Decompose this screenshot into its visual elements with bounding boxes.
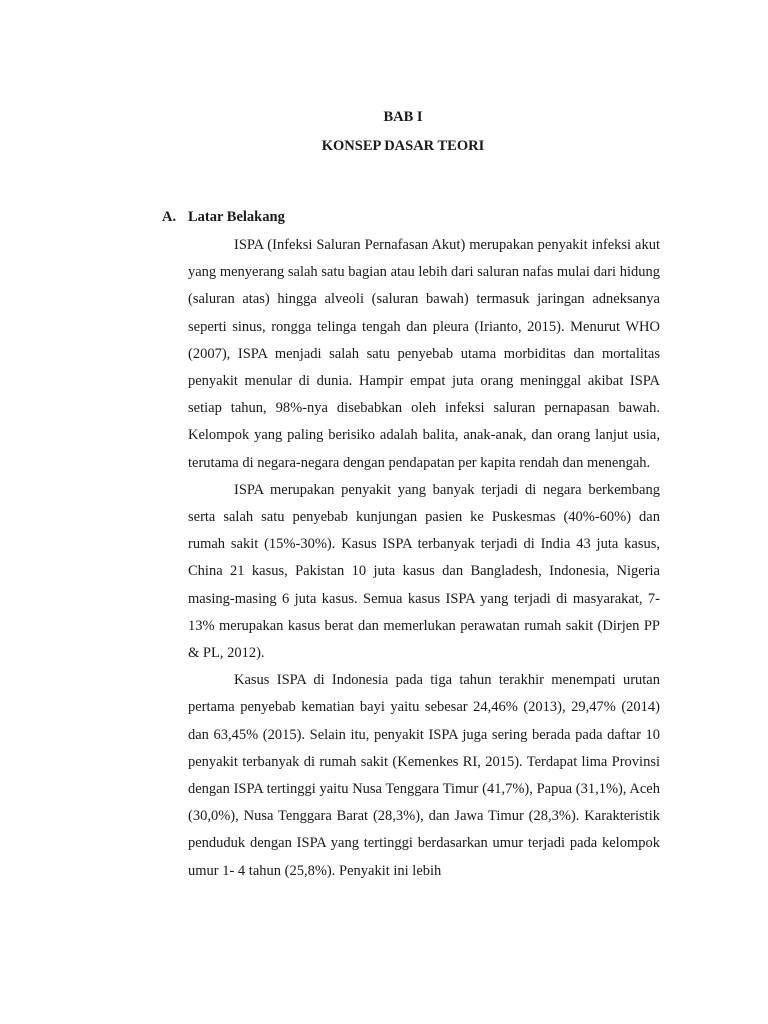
paragraph: ISPA (Infeksi Saluran Pernafasan Akut) merupakan penyakit infeksi akut yang menyerang salah satu bagian atau lebih dari saluran nafas mulai dari hidung (saluran atas) hingga alveoli (saluran bawah) termasuk jaringan adneksanya seperti sinus, rongga telinga tengah dan pleura (Irianto, 2015). Menurut WHO (2007), ISPA menjadi salah satu penyebab utama morbiditas dan mortalitas penyakit menular di dunia. Hampir empat juta orang meninggal akibat ISPA setiap tahun, 98%-nya disebabkan oleh infeksi saluran pernapasan bawah. Kelompok yang paling berisiko adalah balita, anak-anak, dan orang lanjut usia, terutama di negara-negara dengan pendapatan per kapita rendah dan menengah. (188, 237, 660, 471)
section-title: Latar Belakang (188, 209, 285, 225)
paragraph: Kasus ISPA di Indonesia pada tiga tahun terakhir menempati urutan pertama penyebab kematian bayi yaitu sebesar 24,46% (2013), 29,47% (2014) dan 63,45% (2015). Selain itu, penyakit ISPA juga sering berada pada daftar 10 penyakit terbanyak di rumah sakit (Kemenkes RI, 2015). Terdapat lima Provinsi dengan ISPA tertinggi yaitu Nusa Tenggara Timur (41,7%), Papua (31,1%), Aceh (30,0%), Nusa Tenggara Barat (28,3%), dan Jawa Timur (28,3%). Karakteristik penduduk dengan ISPA yang tertinggi berdasarkan umur terjadi pada kelompok umur 1- 4 tahun (25,8%). Penyakit ini lebih (188, 672, 660, 879)
chapter-number: BAB I (383, 109, 423, 125)
section-heading (162, 208, 285, 226)
chapter-title: KONSEP DASAR TEORI (321, 138, 485, 154)
body-text (188, 232, 660, 885)
section-letter: A. (162, 209, 177, 225)
paragraph: ISPA merupakan penyakit yang banyak terjadi di negara berkembang serta salah satu penyebab kunjungan pasien ke Puskesmas (40%-60%) dan rumah sakit (15%-30%). Kasus ISPA terbanyak terjadi di India 43 juta kasus, China 21 kasus, Pakistan 10 juta kasus dan Bangladesh, Indonesia, Nigeria masing-masing 6 juta kasus. Semua kasus ISPA yang terjadi di masyarakat, 7-13% merupakan kasus berat dan memerlukan perawatan rumah sakit (Dirjen PP & PL, 2012). (188, 481, 660, 662)
